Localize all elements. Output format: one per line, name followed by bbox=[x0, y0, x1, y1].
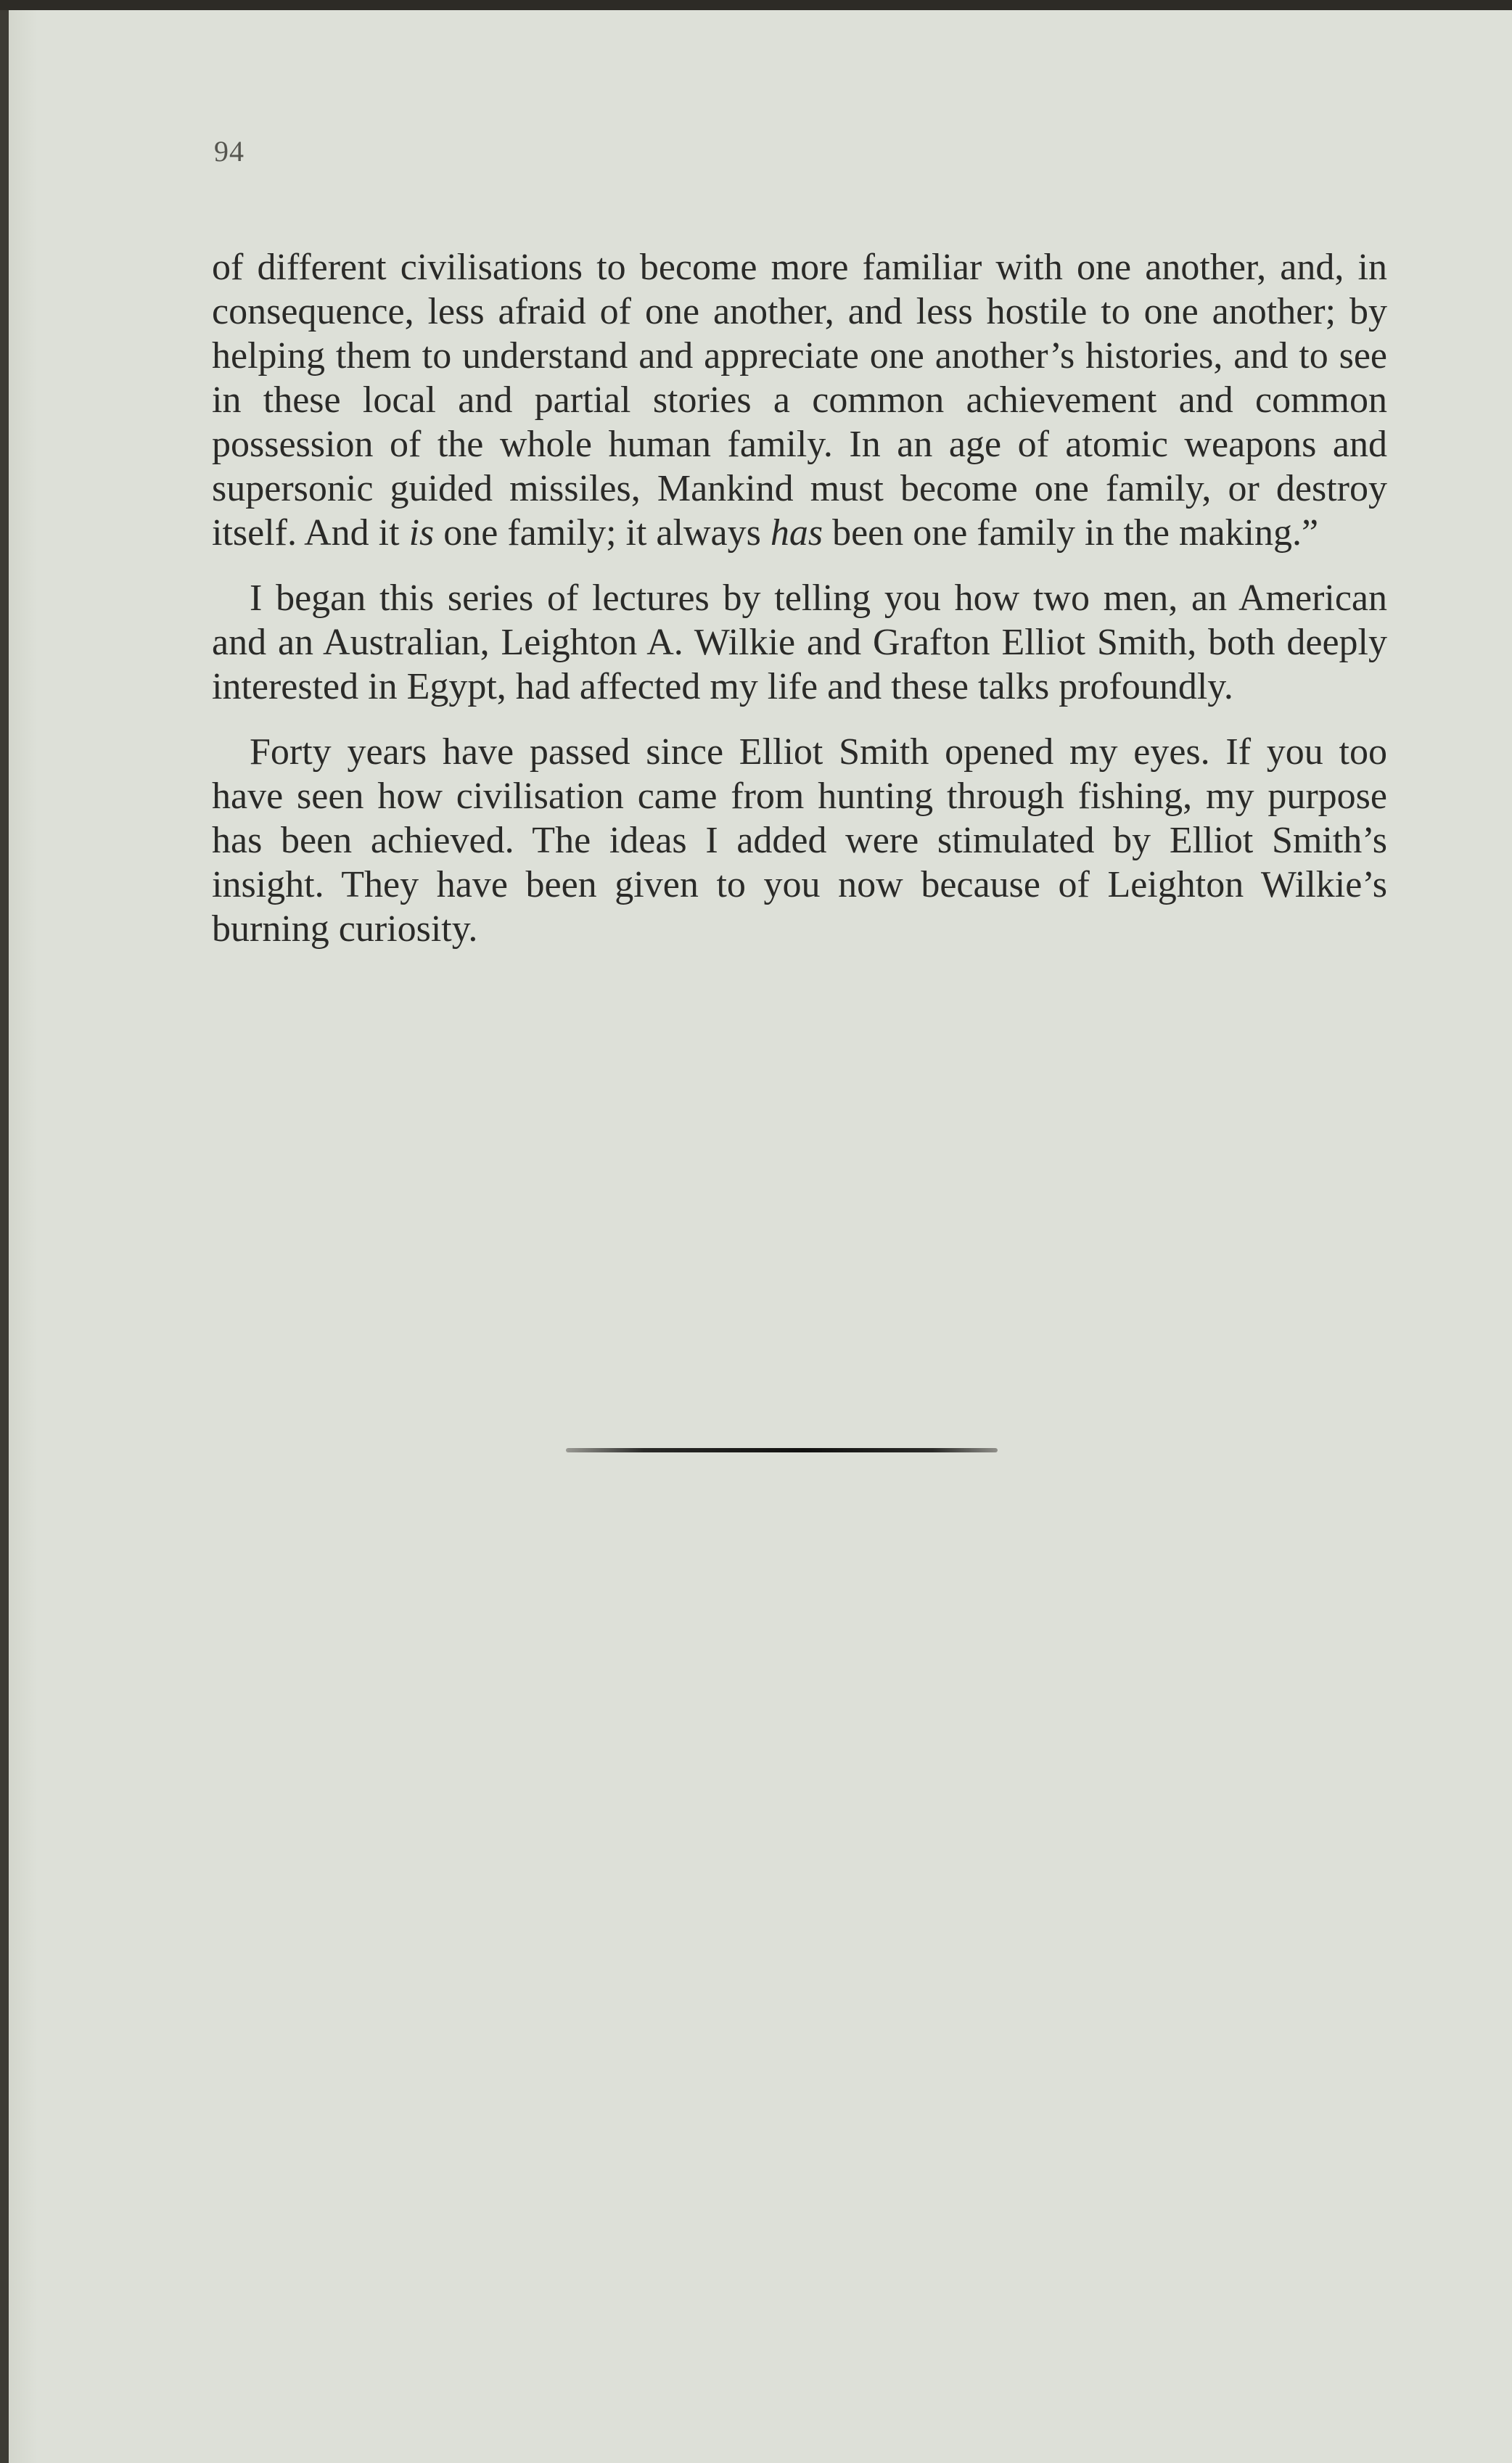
page-number: 94 bbox=[214, 135, 245, 168]
book-edge bbox=[0, 0, 1512, 10]
paragraph-2: I began this series of lectures by telling you how two men, an American and an Australian, Leighton A. Wilkie and Grafton Elliot Smith, both deeply interested in Egypt, had affected my life and these talks profoundly. bbox=[212, 577, 1387, 707]
end-rule-divider bbox=[566, 1448, 998, 1452]
emphasis-is: is bbox=[408, 512, 435, 554]
paragraph-1 bbox=[212, 245, 1387, 555]
emphasis-has: has bbox=[770, 512, 823, 554]
paragraph-1-text-end: been one family in the making.” bbox=[823, 512, 1319, 554]
paragraph-1-text-cont: one family; it always bbox=[434, 512, 771, 554]
paragraph-1-text: of different civilisations to become more familiar with one another, and, in consequence, less afraid of one another, and less hostile to one another; by helping them to understand and appreciate one another’s histories, and to see in these local and partial stories a common achievement and common possession of the whole human family. In an age of atomic weapons and supersonic guided missiles, Mankind must become one family, or destroy itself. And it bbox=[212, 247, 1387, 554]
body-text bbox=[212, 245, 1387, 972]
paragraph-3: Forty years have passed since Elliot Smith opened my eyes. If you too have seen how civilisation came from hunting through fishing, my purpose has been achieved. The ideas I added were stimulated by Elliot Smith’s insight. They have been given to you now because of Leighton Wilkie’s burning curiosity. bbox=[212, 731, 1387, 950]
